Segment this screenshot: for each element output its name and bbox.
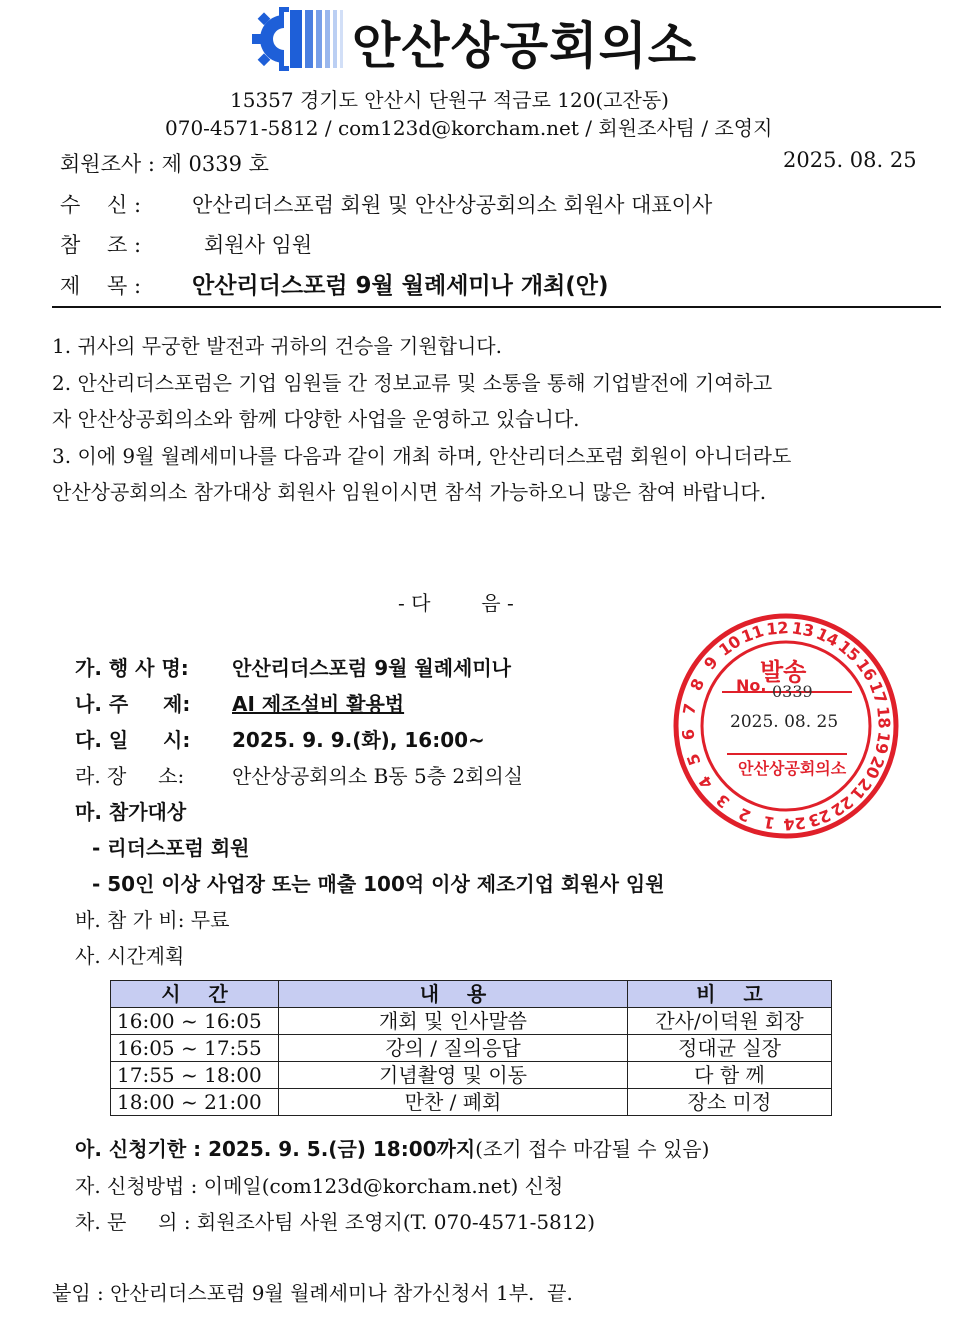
document-date: 2025. 08. 25 [783, 148, 917, 172]
stamp-dial-number: 4 [694, 772, 717, 793]
note-cell: 장소 미정 [628, 1089, 832, 1116]
stamp-dial-number: 22 [827, 792, 857, 821]
stamp-dial-number: 17 [865, 678, 891, 707]
document-number: 회원조사 : 제 0339 호 [60, 152, 269, 176]
fee-line: 바. 참 가 비: 무료 [75, 908, 230, 932]
deadline-label: 아. 신청기한 : 2025. 9. 5.(금) 18:00까지 [75, 1137, 476, 1161]
note-cell: 정대균 실장 [628, 1035, 832, 1062]
datetime-label: 다. 일 시: [75, 728, 191, 752]
deadline-line [75, 1133, 709, 1162]
subject-value: 안산리더스포럼 9월 월례세미나 개최(안) [192, 273, 609, 299]
note-cell: 간사/이덕원 회장 [628, 1008, 832, 1035]
time-cell: 16:05 ~ 17:55 [111, 1035, 279, 1062]
datetime-value: 2025. 9. 9.(화), 16:00~ [232, 728, 485, 752]
stamp-dial-number: 16 [852, 655, 881, 685]
event-name-label: 가. 행 사 명: [75, 656, 189, 680]
topic-value: AI 제조설비 활용법 [232, 692, 405, 716]
stamp-title: 발송 [760, 658, 807, 686]
col-header-content: 내 용 [279, 981, 628, 1008]
stamp-dial-number: 7 [679, 701, 700, 717]
dispatch-stamp [672, 612, 900, 840]
table-header-row [111, 981, 832, 1008]
venue-label: 라. 장 소: [75, 764, 185, 788]
participants-item-1: - 리더스포럼 회원 [92, 836, 250, 860]
participants-item-2: - 50인 이상 사업장 또는 매출 100억 이상 제조기업 회원사 임원 [92, 872, 665, 896]
org-logo [250, 4, 730, 74]
stamp-dial-number: 20 [861, 753, 889, 782]
table-row [111, 1089, 832, 1116]
gear-logo-icon [250, 4, 360, 74]
content-cell: 만찬 / 폐회 [279, 1089, 628, 1116]
stamp-dial-number: 3 [712, 790, 734, 812]
stamp-dial-number: 5 [683, 751, 705, 769]
stamp-dial-number: 19 [871, 730, 894, 756]
stamp-dial-number: 12 [765, 617, 790, 639]
reference-label: 참 조 : [60, 233, 142, 257]
stamp-dial-number: 2 [735, 803, 754, 826]
paragraph-3b: 안산상공회의소 참가대상 회원사 임원이시면 참석 가능하오니 많은 참여 바랍니다. [52, 480, 767, 504]
stamp-org: 안산상공회의소 [738, 759, 847, 778]
table-row [111, 1062, 832, 1089]
paragraph-2a: 2. 안산리더스포럼은 기업 임원들 간 정보교류 및 소통을 통해 기업발전에 기여하고 [52, 371, 773, 395]
contact-line: 070-4571-5812 / com123d@korcham.net / 회원조사팀 / 조영지 [165, 116, 773, 140]
paragraph-2b: 자 안산상공회의소와 함께 다양한 사업을 운영하고 있습니다. [52, 407, 580, 431]
stamp-dial-number: 18 [873, 705, 895, 730]
stamp-dial-number: 1 [761, 812, 777, 833]
notice-heading: - 다 음 - [398, 591, 514, 615]
logo-org-name: 안산상공회의소 [352, 17, 698, 75]
time-cell: 17:55 ~ 18:00 [111, 1062, 279, 1089]
stamp-dial-number: 13 [790, 618, 816, 641]
stamp-dial-number: 10 [715, 631, 745, 660]
subject-label: 제 목 : [60, 274, 142, 298]
schedule-table [110, 980, 832, 1116]
application-method: 자. 신청방법 : 이메일(com123d@korcham.net) 신청 [75, 1174, 564, 1198]
content-cell: 개회 및 인사말씀 [279, 1008, 628, 1035]
event-name-value: 안산리더스포럼 9월 월례세미나 [232, 656, 512, 680]
stamp-dial-number: 6 [678, 728, 699, 741]
col-header-time: 시 간 [111, 981, 279, 1008]
recipient-value: 안산리더스포럼 회원 및 안산상공회의소 회원사 대표이사 [192, 193, 713, 217]
recipient-label: 수 신 : [60, 193, 142, 217]
stamp-dial-number: 8 [686, 675, 709, 694]
stamp-dial-number: 14 [813, 623, 842, 651]
stamp-dial-number: 23 [805, 805, 834, 831]
stamp-dial-number: 21 [846, 774, 876, 804]
content-cell: 강의 / 질의응답 [279, 1035, 628, 1062]
paragraph-1: 1. 귀사의 무궁한 발전과 귀하의 건승을 기원합니다. [52, 334, 502, 358]
paragraph-3a: 3. 이에 9월 월례세미나를 다음과 같이 개최 하며, 안산리더스포럼 회원이 아니더라도 [52, 444, 792, 468]
stamp-no-label: No. [736, 676, 767, 695]
stamp-dial-number: 24 [782, 813, 807, 835]
time-cell: 16:00 ~ 16:05 [111, 1008, 279, 1035]
venue-value: 안산상공회의소 B동 5층 2회의실 [232, 764, 524, 788]
attachment-footer: 붙임 : 안산리더스포럼 9월 월례세미나 참가신청서 1부. 끝. [52, 1281, 573, 1305]
table-row [111, 1008, 832, 1035]
inquiry-line: 차. 문 의 : 회원조사팀 사원 조영지(T. 070-4571-5812) [75, 1210, 596, 1234]
topic-label: 나. 주 제: [75, 692, 191, 716]
stamp-date: 2025. 08. 25 [730, 712, 839, 732]
content-cell: 기념촬영 및 이동 [279, 1062, 628, 1089]
stamp-no-value: 0339 [772, 682, 813, 701]
reference-value: 회원사 임원 [204, 233, 313, 257]
stamp-dial-number: 11 [738, 621, 767, 647]
stamp-dial-number: 9 [700, 652, 722, 674]
deadline-note: (조기 접수 마감될 수 있음) [475, 1137, 710, 1161]
address-line: 15357 경기도 안산시 단원구 적금로 120(고잔동) [230, 88, 669, 112]
stamp-dial-number: 15 [834, 636, 864, 666]
header-divider [52, 306, 941, 308]
note-cell: 다 함 께 [628, 1062, 832, 1089]
time-cell: 18:00 ~ 21:00 [111, 1089, 279, 1116]
col-header-note: 비 고 [628, 981, 832, 1008]
schedule-heading: 사. 시간계획 [75, 944, 185, 968]
table-row [111, 1035, 832, 1062]
participants-label: 마. 참가대상 [75, 800, 187, 824]
